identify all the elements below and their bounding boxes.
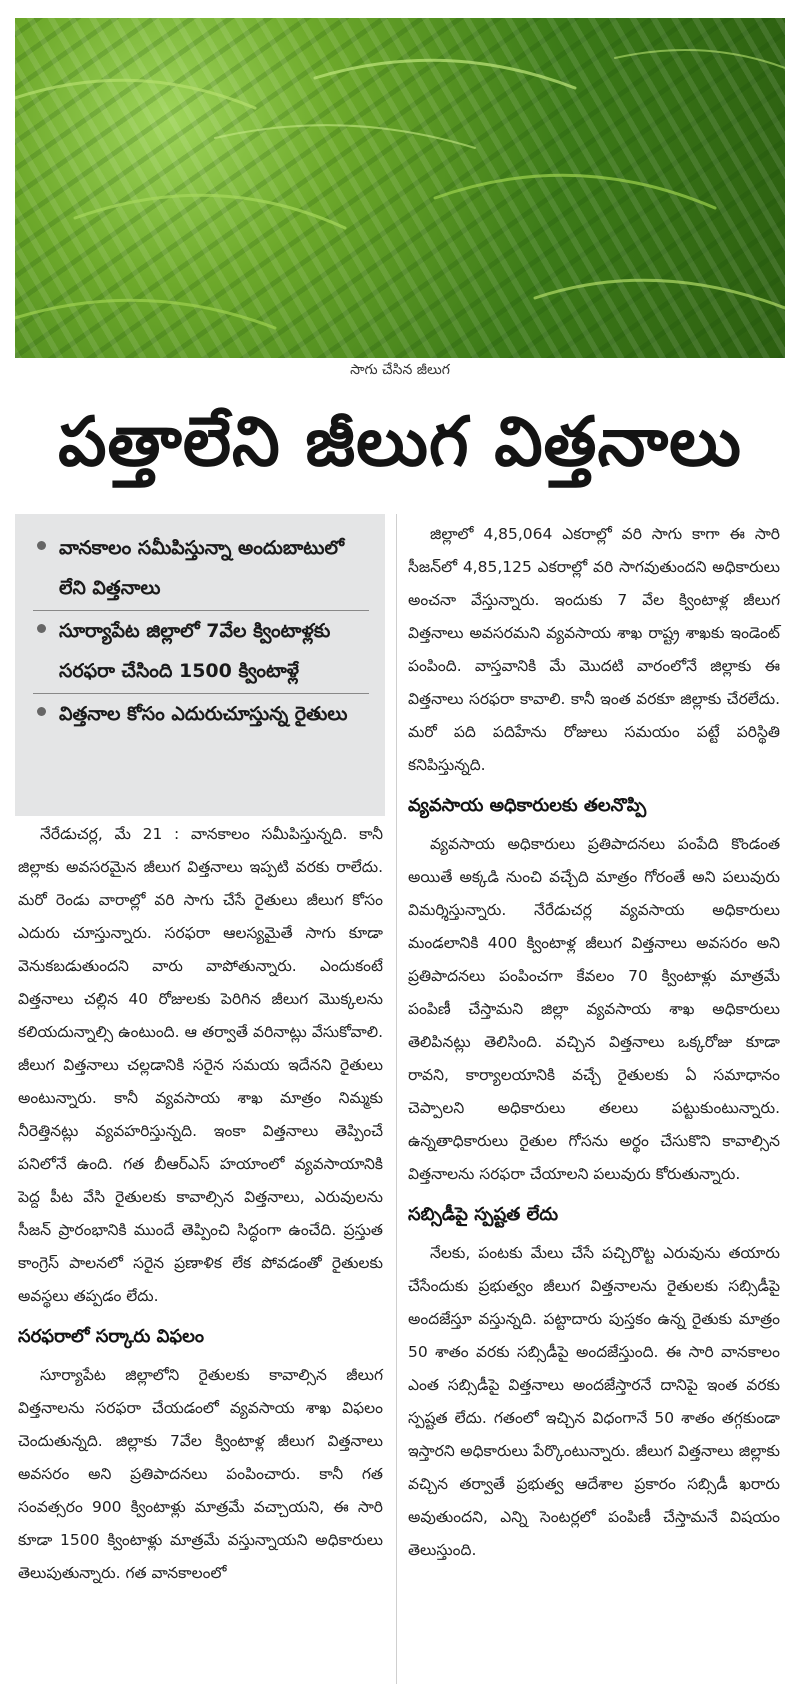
sesbania-field-photo <box>15 18 785 358</box>
column-divider <box>396 514 397 1684</box>
section-subheading: వ్యవసాయ అధికారులకు తలనొప్పి <box>408 795 647 816</box>
highlight-text: విత్తనాల కోసం ఎదురుచూస్తున్న రైతులు <box>59 703 348 725</box>
bullet-icon <box>37 541 46 550</box>
headline: పత్తాలేని జీలుగ విత్తనాలు <box>58 403 742 482</box>
highlight-item <box>33 693 369 734</box>
body-paragraph: నేలకు, పంటకు మేలు చేసే పచ్చిరొట్ట ఎరువును తయారు చేసేందుకు ప్రభుత్వం జీలుగ విత్తనాలను రైతులకు సబ్సిడీపై అందజేస్తూ వస్తున్నది. పట్టాదారు పుస్తకం ఉన్న రైతుకు మాత్రం 50 శాతం వరకు సబ్సిడీపై అందజేస్తుంది. ఈ సారి వానకాలం ఎంత సబ్సిడీపై విత్తనాలు అందజేస్తారనే దానిపై ఇంత వరకు స్పష్టత లేదు. గతంలో ఇచ్చిన విధంగానే 50 శాతం తగ్గకుండా ఇస్తారని అధికారులు పేర్కొంటున్నారు. జీలుగ విత్తనాలు జిల్లాకు వచ్చిన తర్వాతే ప్రభుత్వ ఆదేశాల ప్రకారం సబ్సిడీ ఖరారు అవుతుందని, ఎన్ని సెంటర్లలో పంపిణీ చేస్తామనే విషయం తెలుస్తుంది. <box>408 1244 780 1559</box>
photo-caption: సాగు చేసిన జీలుగ <box>350 362 450 378</box>
section-subheading: సబ్సిడీపై స్పష్టత లేదు <box>408 1204 559 1225</box>
highlight-item <box>33 528 369 608</box>
body-paragraph: వ్యవసాయ అధికారులు ప్రతిపాదనలు పంపేది కొండంత అయితే అక్కడి నుంచి వచ్చేది మాత్రం గోరంతే అని పలువురు విమర్శిస్తున్నారు. నేరేడుచర్ల వ్యవసాయ అధికారులు మండలానికి 400 క్వింటాళ్ల జీలుగ విత్తనాలు అవసరం అని ప్రతిపాదనలు పంపించగా కేవలం 70 క్వింటాళ్లు మాత్రమే పంపిణీ చేస్తామని జిల్లా వ్యవసాయ శాఖ అధికారులు తెలిపినట్లు తెలిసింది. వచ్చిన విత్తనాలు ఒక్కరోజు కూడా రావని, కార్యాలయానికి వచ్చే రైతులకు ఏ సమాధానం చెప్పాలని అధికారులు తలలు పట్టుకుంటున్నారు. ఉన్నతాధికారులు రైతుల గోసను అర్థం చేసుకొని కావాల్సిన విత్తనాలను సరఫరా చేయాలని పలువురు కోరుతున్నారు. <box>408 835 780 1183</box>
highlights-box <box>15 514 385 816</box>
bullet-icon <box>37 707 46 716</box>
section-subheading: సరఫరాలో సర్కారు విఫలం <box>18 1326 205 1347</box>
highlight-text: సూర్యాపేట జిల్లాలో 7వేల క్వింటాళ్లకు సరఫరా చేసింది 1500 క్వింటాళ్లే <box>59 620 331 682</box>
left-column <box>18 818 383 1590</box>
fern-leaves-pattern <box>15 18 785 358</box>
body-paragraph: జిల్లాలో 4,85,064 ఎకరాల్లో వరి సాగు కాగా ఈ సారి సీజన్‌లో 4,85,125 ఎకరాల్లో వరి సాగవుతుందని అధికారులు అంచనా వేస్తున్నారు. ఇందుకు 7 వేల క్వింటాళ్ల జీలుగ విత్తనాలు అవసరమని వ్యవసాయ శాఖ రాష్ట్ర శాఖకు ఇండెంట్ పంపింది. వాస్తవానికి మే మొదటి వారంలోనే జిల్లాకు ఈ విత్తనాలు సరఫరా కావాలి. కానీ ఇంత వరకూ జిల్లాకు చేరలేదు. మరో పది పదిహేను రోజులు సమయం పట్టే పరిస్థితి కనిపిస్తున్నది. <box>408 525 780 774</box>
highlight-item <box>33 610 369 691</box>
body-paragraph: సూర్యాపేట జిల్లాలోని రైతులకు కావాల్సిన జీలుగ విత్తనాలను సరఫరా చేయడంలో వ్యవసాయ శాఖ విఫలం చెందుతున్నది. జిల్లాకు 7వేల క్వింటాళ్ల జీలుగ విత్తనాలు అవసరం అని ప్రతిపాదనలు పంపించారు. కానీ గత సంవత్సరం 900 క్వింటాళ్లు మాత్రమే వచ్చాయని, ఈ సారి కూడా 1500 క్వింటాళ్లు మాత్రమే వస్తున్నాయని అధికారులు తెలుపుతున్నారు. గత వానకాలంలో <box>18 1366 383 1582</box>
highlight-text: వానకాలం సమీపిస్తున్నా అందుబాటులో లేని విత్తనాలు <box>59 537 345 599</box>
right-column <box>408 518 780 1567</box>
body-paragraph: నేరేడుచర్ల, మే 21 : వానకాలం సమీపిస్తున్నది. కానీ జిల్లాకు అవసరమైన జీలుగ విత్తనాలు ఇప్పటి వరకు రాలేదు. మరో రెండు వారాల్లో వరి సాగు చేసే రైతులు జీలుగ కోసం ఎదురు చూస్తున్నారు. సరఫరా ఆలస్యమైతే సాగు కూడా వెనుకబడుతుందని వారు వాపోతున్నారు. ఎందుకంటే విత్తనాలు చల్లిన 40 రోజులకు పెరిగిన జీలుగ మొక్కలను కలియదున్నాల్సి ఉంటుంది. ఆ తర్వాతే వరినాట్లు వేసుకోవాలి. జీలుగ విత్తనాలు చల్లడానికి సరైన సమయ ఇదేనని రైతులు అంటున్నారు. కానీ వ్యవసాయ శాఖ మాత్రం నిమ్మకు నీరెత్తినట్లు వ్యవహరిస్తున్నది. ఇంకా విత్తనాలు తెప్పించే పనిలోనే ఉంది. గత బీఆర్ఎస్ హయాంలో వ్యవసాయానికి పెద్ద పీట వేసి రైతులకు కావాల్సిన విత్తనాలు, ఎరువులను సీజన్ ప్రారంభానికి ముందే తెప్పించి సిద్ధంగా ఉంచేది. ప్రస్తుత కాంగ్రెస్ పాలనలో సరైన ప్రణాళిక లేక పోవడంతో రైతులకు అవస్థలు తప్పడం లేదు. <box>18 825 383 1305</box>
bullet-icon <box>37 624 46 633</box>
